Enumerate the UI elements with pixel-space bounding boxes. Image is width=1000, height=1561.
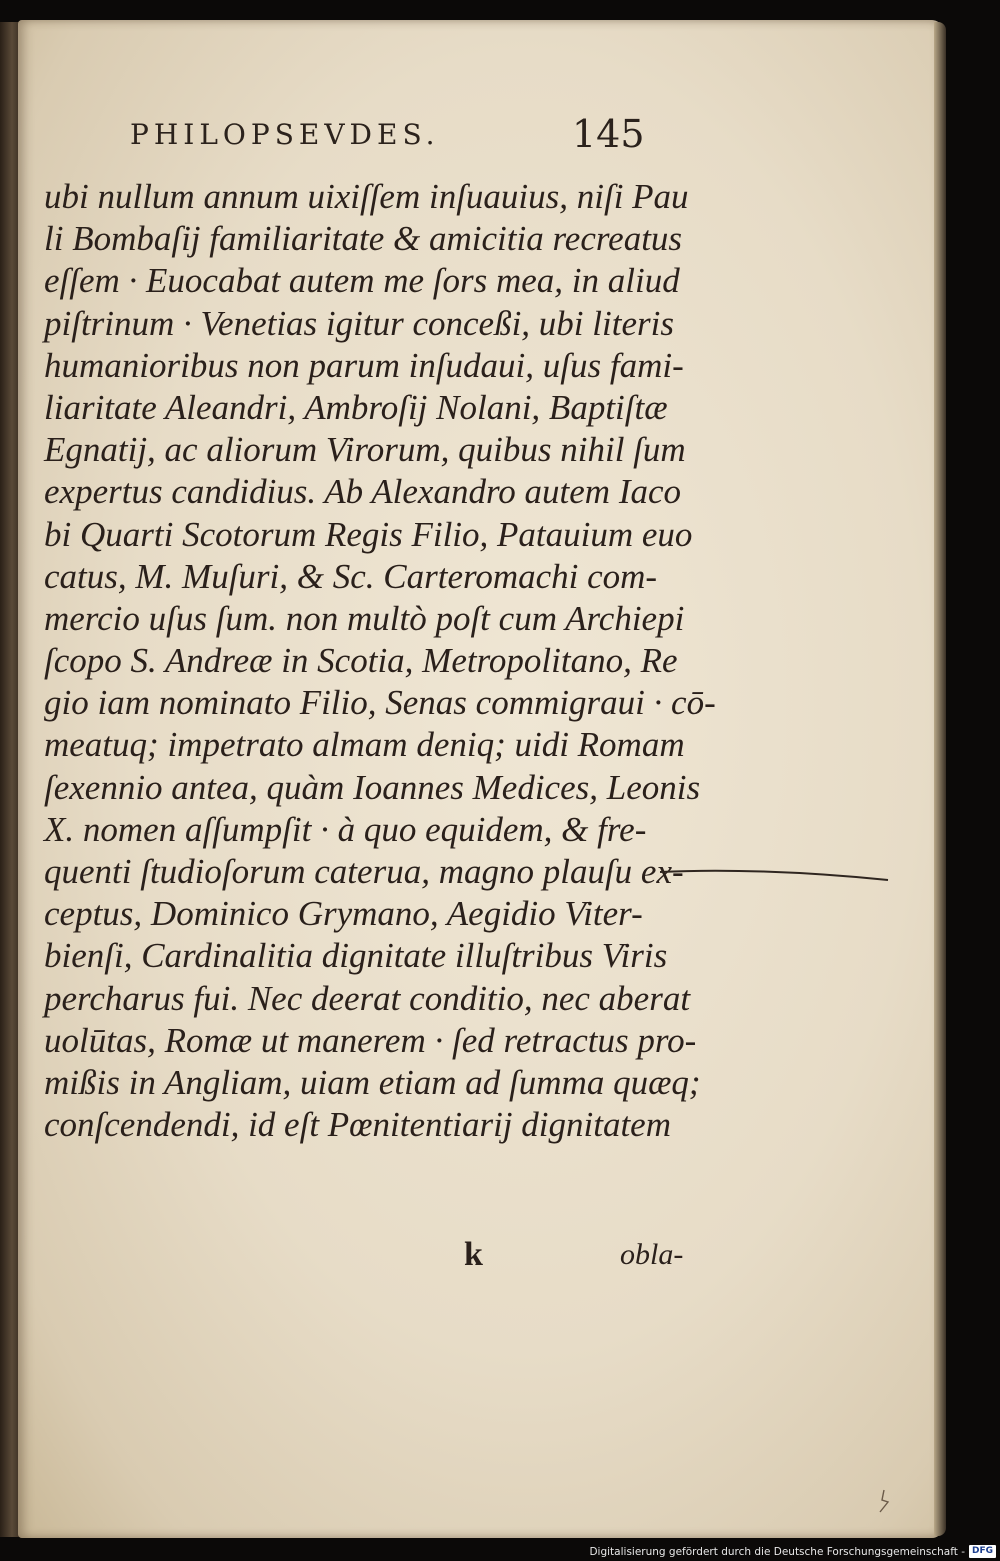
text-line: ceptus, Dominico Grymano, Aegidio Viter- [44,894,643,934]
text-line: humanioribus non parum inſudaui, uſus fami- [44,345,684,385]
credit-text: Digitalisierung gefördert durch die Deutsche Forschungsgemeinschaft - [589,1545,965,1558]
ink-underline-stroke [660,868,890,886]
text-line: expertus candidius. Ab Alexandro autem Iaco [44,472,682,512]
digitization-credit [589,1544,996,1559]
page-fore-edge [934,22,946,1536]
text-line: quenti ſtudioſorum caterua, magno plauſu ex- [44,852,684,891]
text-line: ubi nullum annum uixiſſem inſuauius, niſi Pau [44,177,689,216]
text-line: bienſi, Cardinalitia dignitate illuſtribus Viris [44,936,668,976]
text-line: mercio uſus ſum. non multò poſt cum Archiepi [44,598,685,638]
text-line: X. nomen aſſumpſit · à quo equidem, & fre- [44,809,647,849]
text-line: Egnatij, ac aliorum Virorum, quibus nihil ſum [44,430,686,470]
text-line: gio iam nominato Filio, Senas commigraui · cō- [44,683,716,723]
text-line: mißis in Angliam, uiam etiam ad ſumma quæq; [44,1062,701,1102]
dfg-logo-icon: DFG [969,1545,996,1558]
text-line: percharus fui. Nec deerat conditio, nec aberat [44,978,691,1018]
book-spine-edge [0,22,20,1537]
text-line: piſtrinum · Venetias igitur conceßi, ubi literis [44,303,674,343]
body-text [44,176,716,1146]
text-line: uolūtas, Romæ ut manerem · ſed retractus pro- [44,1020,697,1060]
catchword: obla- [620,1238,684,1271]
page-foot [464,1236,684,1276]
text-line: liaritate Aleandri, Ambroſij Nolani, Baptiſtæ [44,387,668,427]
text-line: li Bombaſij familiaritate & amicitia recreatus [44,219,683,259]
text-line: bi Quarti Scotorum Regis Filio, Patauium euo [44,514,693,554]
text-line: meatuq; impetrato almam deniq; uidi Romam [44,725,685,765]
text-line: catus, M. Muſuri, & Sc. Carteromachi com- [44,556,658,596]
text-line: ſexennio antea, quàm Ioannes Medices, Leonis [44,767,701,807]
running-head: PHILOPSEVDES. [130,118,440,151]
text-line: eſſem · Euocabat autem me ſors mea, in aliud [44,261,680,301]
text-line: ſcopo S. Andreæ in Scotia, Metropolitano, Re [44,641,678,681]
text-line: conſcendendi, id eſt Pœnitentiarij dignitatem [44,1105,671,1145]
pencil-corner-mark [874,1488,894,1516]
page-number: 145 [572,112,645,156]
signature-mark: k [464,1236,483,1273]
